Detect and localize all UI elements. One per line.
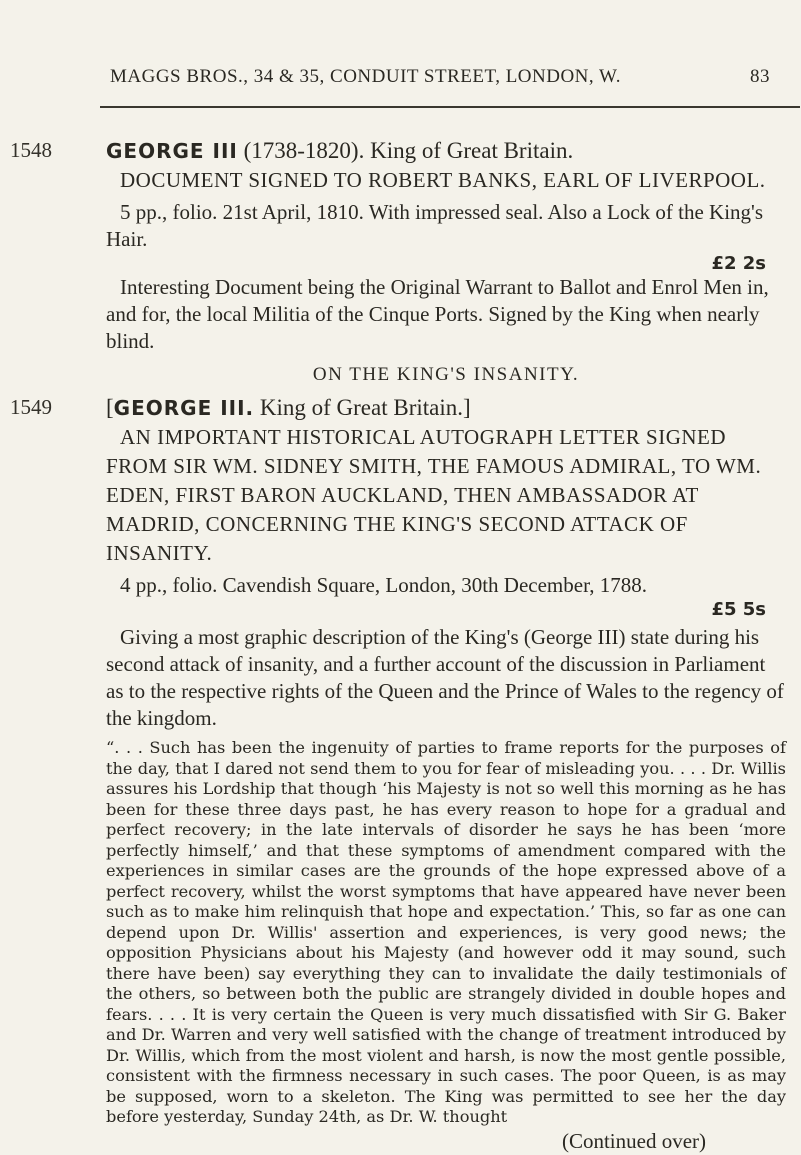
continued-note: (Continued over)	[561, 1128, 706, 1153]
section-heading	[106, 364, 786, 386]
lot-title	[106, 393, 786, 423]
section-heading-text: ON THE KING'S INSANITY.	[312, 364, 580, 385]
lot-summary: Giving a most graphic description of the King's (George III) state during his second attack of insanity, and a further account of the discussion in Parliament as to the respective rights of the Queen and the Prince of Wales to the regency of the kingdom.	[106, 625, 784, 730]
price-row	[106, 599, 786, 620]
lot-details: 4 pp., folio. Cavendish Square, London, 30th December, 1788.	[120, 573, 647, 597]
lot-description: DOCUMENT SIGNED TO ROBERT BANKS, EARL OF LIVERPOOL.	[120, 168, 766, 192]
lot-number-1548: 1548	[10, 138, 52, 162]
lot-description: AN IMPORTANT HISTORICAL AUTOGRAPH LETTER SIGNED FROM SIR WM. SIDNEY SMITH, THE FAMOUS ADMIRAL, TO WM. EDEN, FIRST BARON AUCKLAND, THEN AMBASSADOR AT MADRID, CONCERNING THE KING'S SECOND ATTACK OF INSANITY.	[106, 425, 762, 565]
lot-1548	[106, 136, 786, 355]
lot-role: King of Great Britain.]	[259, 395, 471, 420]
lot-name-prefix: [	[106, 395, 114, 420]
lot-title	[106, 136, 786, 166]
lot-name: GEORGE III.	[113, 396, 255, 420]
lot-details: 5 pp., folio. 21st April, 1810. With impressed seal. Also a Lock of the King's Hair.	[106, 200, 763, 251]
page-number: 83	[750, 66, 770, 87]
lot-price: £5 5s	[711, 599, 766, 620]
lot-number-1549: 1549	[10, 395, 52, 419]
page-header	[110, 66, 770, 88]
lot-role: King of Great Britain.	[370, 138, 574, 163]
lot-dates: (1738-1820).	[243, 138, 365, 163]
lot-name: GEORGE III	[106, 139, 238, 163]
lot-note: Interesting Document being the Original Warrant to Ballot and Enrol Men in, and for, the local Militia of the Cinque Ports. Signed by the King when nearly blind.	[106, 275, 769, 353]
lot-1549	[106, 393, 786, 1155]
header-text: MAGGS BROS., 34 & 35, CONDUIT STREET, LONDON, W.	[110, 66, 621, 87]
letter-quote: “. . . Such has been the ingenuity of parties to frame reports for the purposes of the day, that I dared not send them to you for fear of misleading you. . . . Dr. Willis assures his Lordship that though ‘his Majesty is not so well this morning as he has been for these three days past, he has every reason to hope for a gradual and perfect recovery; in the late intervals of disorder he says he has been ‘more perfectly himself,’ and that these symptoms of amendment compared with the experiences in similar cases are the grounds of the hope expressed above of a perfect recovery, whilst the worst symptoms that have appeared have never been such as to make him relinquish that hope and expectation.’ This, so far as one can depend upon Dr. Willis' assertion and experiences, is very good news; the opposition Physicians about his Majesty (and however odd it may sound, such there have been) say everything they can to invalidate the daily testimonials of the others, so between both the public are strangely divided in double hopes and fears. . . . It is very certain the Queen is very much dissatisfied with Sir G. Baker and Dr. Warren and very well satisfied with the change of treatment introduced by Dr. Willis, which from the most violent and harsh, is now the most gentle possible, consistent with the firmness necessary in such cases. The poor Queen, is as may be supposed, worn to a skeleton. The King was permitted to see her the day before yesterday, Sunday 24th, as Dr. W. thought	[106, 738, 786, 1126]
price-row	[106, 253, 786, 274]
lot-price: £2 2s	[711, 253, 766, 274]
header-rule	[100, 106, 800, 108]
